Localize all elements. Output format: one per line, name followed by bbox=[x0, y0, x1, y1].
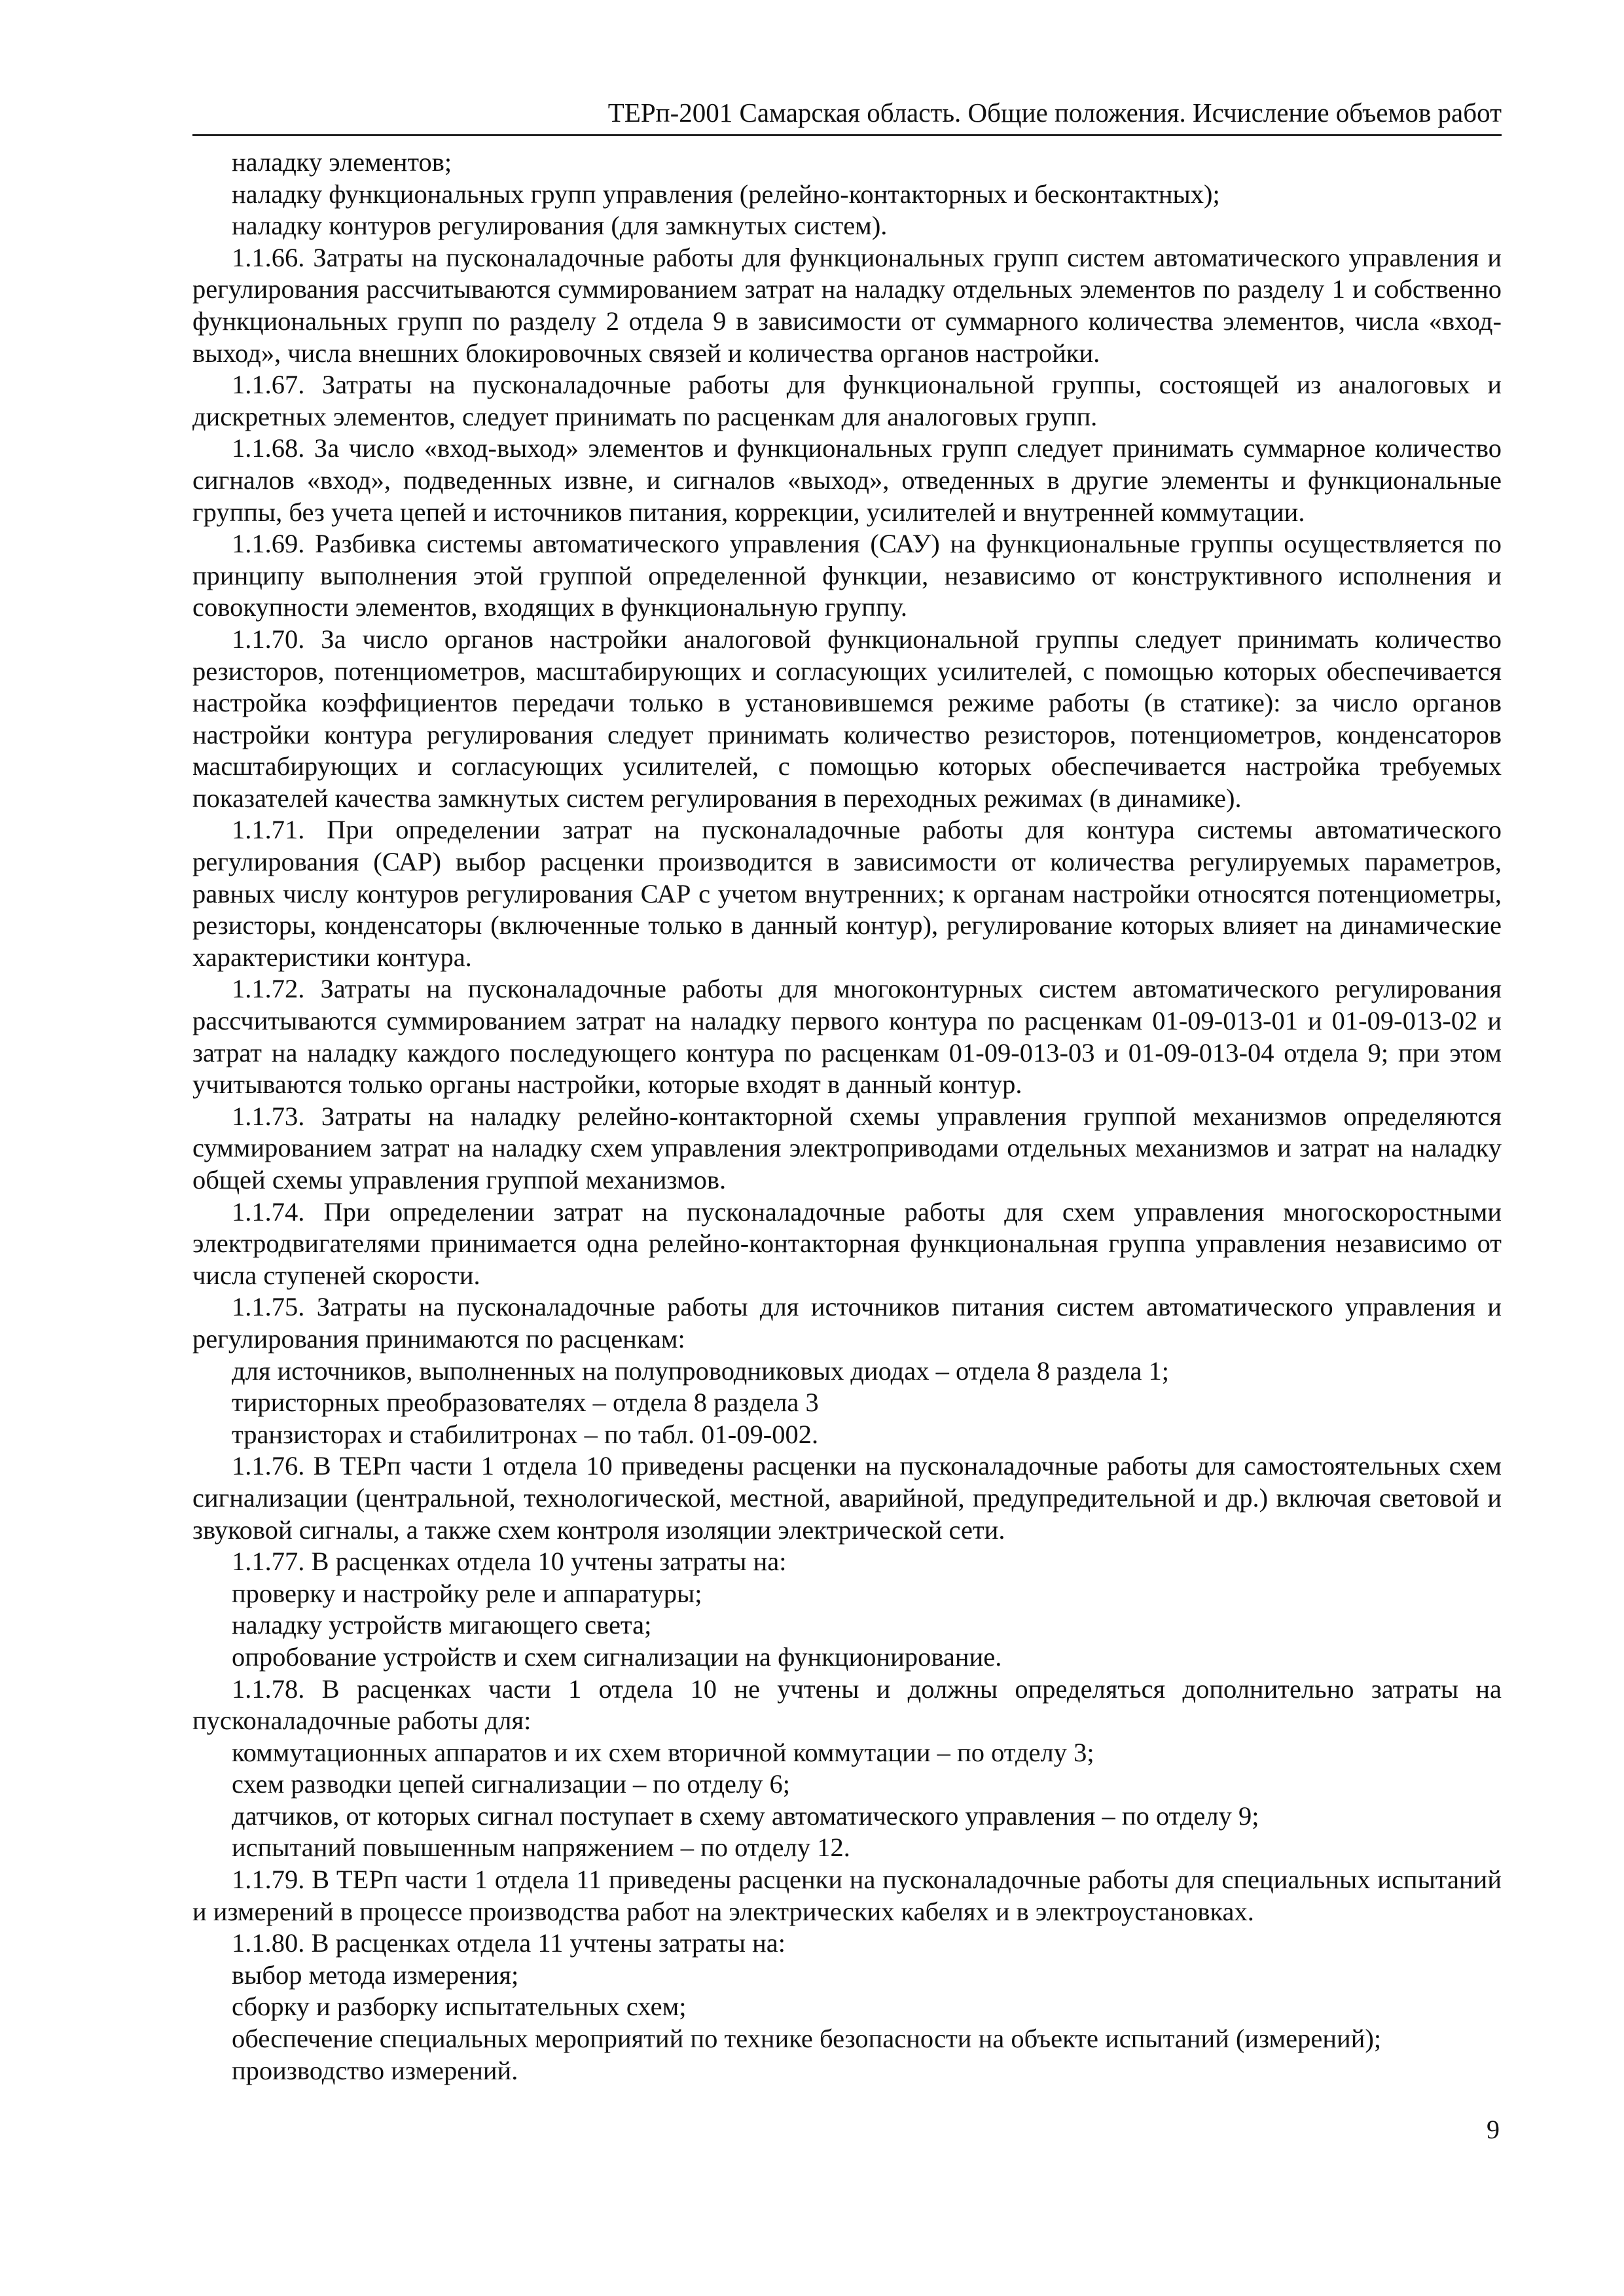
paragraph-1-1-66: 1.1.66. Затраты на пусконаладочные работы для функциональных групп систем автоматического управления и регулирования рассчитываются суммированием затрат на наладку отдельных элементов по разделу 1 и собственно функциональных групп по разделу 2 отдела 9 в зависимости от суммарного количества элементов, числа «вход-выход», числа внешних блокировочных связей и количества органов настройки. bbox=[192, 242, 1502, 368]
list-item: наладку устройств мигающего света; bbox=[232, 1610, 652, 1640]
paragraph-1-1-79: 1.1.79. В ТЕРп части 1 отдела 11 приведены расценки на пусконаладочные работы для специальных испытаний и измерений в процессе производства работ на электрических кабелях и в электроустановках. bbox=[192, 1865, 1502, 1926]
list-item: тиристорных преобразователях – отдела 8 раздела 3 bbox=[232, 1388, 819, 1418]
header-divider bbox=[192, 134, 1502, 136]
page-number: 9 bbox=[1487, 2115, 1500, 2144]
list-item: проверку и настройку реле и аппаратуры; bbox=[232, 1578, 702, 1608]
paragraph-1-1-70: 1.1.70. За число органов настройки аналоговой функциональной группы следует принимать количество резисторов, потенциометров, масштабирующих и согласующих усилителей, с помощью которых обеспечивается настройка коэффициентов передачи только в установившемся режиме работы (в статике): за число органов настройки контура регулирования следует принимать количество резисторов, потенциометров, конденсаторов масштабирующих и согласующих усилителей, с помощью которых обеспечивается настройка требуемых показателей качества замкнутых систем регулирования в переходных режимах (в динамике). bbox=[192, 624, 1502, 813]
list-item: для источников, выполненных на полупроводниковых диодах – отдела 8 раздела 1; bbox=[232, 1355, 1170, 1386]
paragraph-1-1-75: 1.1.75. Затраты на пусконаладочные работы для источников питания систем автоматического управления и регулирования принимаются по расценкам: bbox=[192, 1292, 1502, 1354]
paragraph-1-1-71: 1.1.71. При определении затрат на пусконаладочные работы для контура системы автоматического регулирования (САР) выбор расценки производится в зависимости от количества регулируемых параметров, равных числу контуров регулирования САР с учетом внутренних; к органам настройки относятся потенциометры, резисторы, конденсаторы (включенные только в данный контур), регулирование которых влияет на динамические характеристики контура. bbox=[192, 815, 1502, 972]
paragraph-1-1-69: 1.1.69. Разбивка системы автоматического управления (САУ) на функциональные группы осуществляется по принципу выполнения этой группой определенной функции, независимо от конструктивного исполнения и совокупности элементов, входящих в функциональную группу. bbox=[192, 529, 1502, 622]
list-item: сборку и разборку испытательных схем; bbox=[232, 1992, 687, 2022]
list-item: схем разводки цепей сигнализации – по отделу 6; bbox=[232, 1769, 790, 1799]
list-item: наладку функциональных групп управления (релейно-контакторных и бесконтактных); bbox=[232, 179, 1220, 209]
paragraph-1-1-72: 1.1.72. Затраты на пусконаладочные работы для многоконтурных систем автоматического регулирования рассчитываются суммированием затрат на наладку первого контура по расценкам 01-09-013-01 и 01-09-013-02 и затрат на наладку каждого последующего контура по расценкам 01-09-013-03 и 01-09-013-04 отдела 9; при этом учитываются только органы настройки, которые входят в данный контур. bbox=[192, 974, 1502, 1100]
list-item: наладку элементов; bbox=[232, 147, 452, 177]
list-item: обеспечение специальных мероприятий по технике безопасности на объекте испытаний (измерений); bbox=[232, 2024, 1382, 2054]
document-body bbox=[192, 147, 1502, 2087]
paragraph-1-1-68: 1.1.68. За число «вход-выход» элементов и функциональных групп следует принимать суммарное количество сигналов «вход», подведенных извне, и сигналов «выход», отведенных в другие элементы и функциональные группы, без учета цепей и источников питания, коррекции, усилителей и внутренней коммутации. bbox=[192, 433, 1502, 527]
paragraph-1-1-76: 1.1.76. В ТЕРп части 1 отдела 10 приведены расценки на пусконаладочные работы для самостоятельных схем сигнализации (центральной, технологической, местной, аварийной, предупредительной и др.) включая световой и звуковой сигналы, а также схем контроля изоляции электрической сети. bbox=[192, 1451, 1502, 1545]
list-item: производство измерений. bbox=[232, 2055, 518, 2085]
page-header: ТЕРп-2001 Самарская область. Общие положения. Исчисление объемов работ bbox=[607, 98, 1502, 128]
paragraph-1-1-77: 1.1.77. В расценках отдела 10 учтены затраты на: bbox=[232, 1547, 787, 1577]
list-item: наладку контуров регулирования (для замкнутых систем). bbox=[232, 211, 888, 241]
list-item: выбор метода измерения; bbox=[232, 1960, 519, 1990]
paragraph-1-1-74: 1.1.74. При определении затрат на пусконаладочные работы для схем управления многоскоростными электродвигателями принимается одна релейно-контакторная функциональная группа управления независимо от числа ступеней скорости. bbox=[192, 1196, 1502, 1290]
list-item: транзисторах и стабилитронах – по табл. 01-09-002. bbox=[232, 1419, 819, 1449]
list-item: опробование устройств и схем сигнализации на функционирование. bbox=[232, 1641, 1002, 1672]
list-item: испытаний повышенным напряжением – по отделу 12. bbox=[232, 1833, 850, 1863]
paragraph-1-1-67: 1.1.67. Затраты на пусконаладочные работы для функциональной группы, состоящей из аналоговых и дискретных элементов, следует принимать по расценкам для аналоговых групп. bbox=[192, 370, 1502, 431]
paragraph-1-1-73: 1.1.73. Затраты на наладку релейно-контакторной схемы управления группой механизмов определяются суммированием затрат на наладку схем управления электроприводами отдельных механизмов и затрат на наладку общей схемы управления группой механизмов. bbox=[192, 1101, 1502, 1194]
paragraph-1-1-80: 1.1.80. В расценках отдела 11 учтены затраты на: bbox=[232, 1928, 786, 1958]
list-item: коммутационных аппаратов и их схем вторичной коммутации – по отделу 3; bbox=[232, 1737, 1094, 1767]
paragraph-1-1-78: 1.1.78. В расценках части 1 отдела 10 не учтены и должны определяться дополнительно затраты на пусконаладочные работы для: bbox=[192, 1674, 1502, 1736]
list-item: датчиков, от которых сигнал поступает в схему автоматического управления – по отделу 9; bbox=[232, 1801, 1259, 1831]
